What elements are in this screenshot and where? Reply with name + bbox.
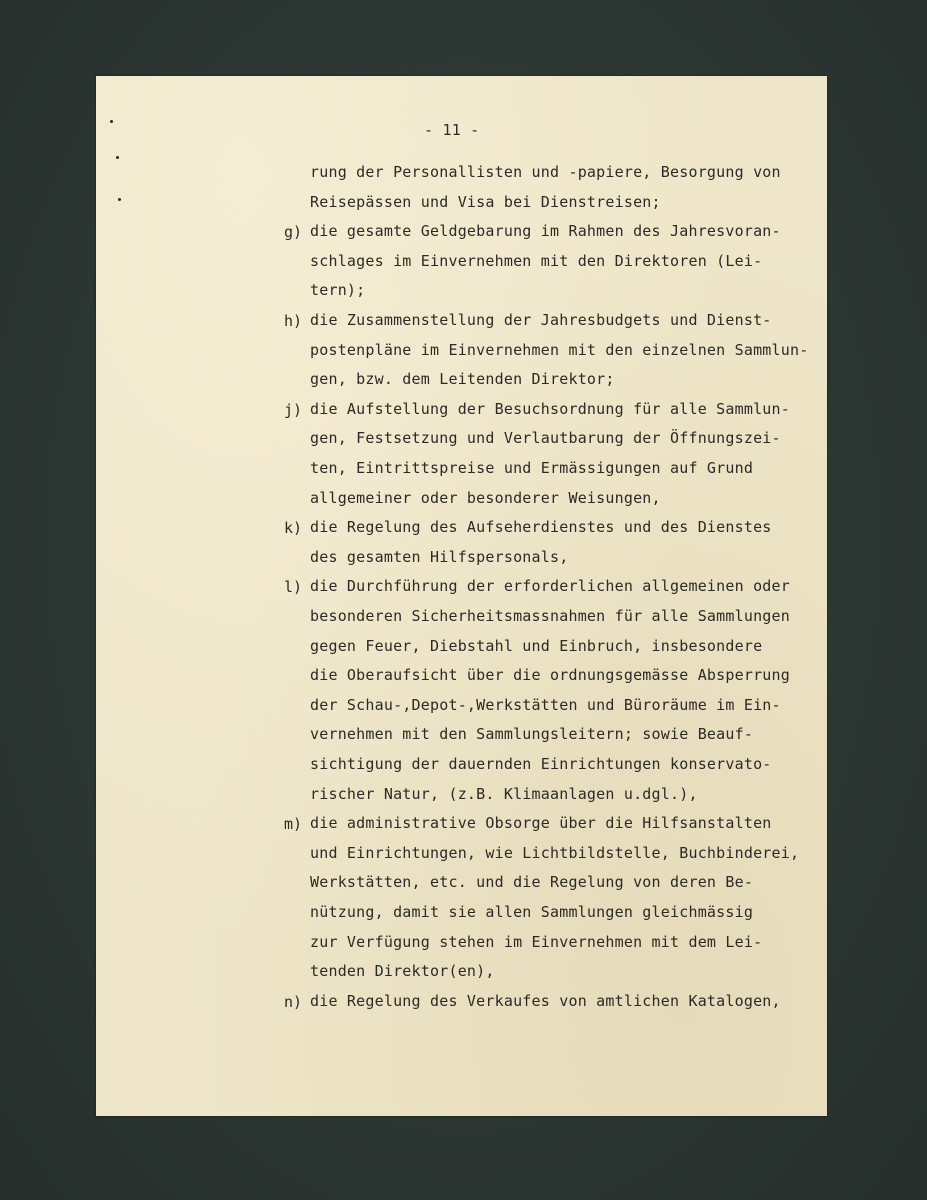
text-line: die Durchführung der erforderlichen allgemeinen oder: [310, 577, 790, 595]
text-line: gen, Festsetzung und Verlautbarung der Öffnungszei-: [310, 429, 781, 447]
text-line: des gesamten Hilfspersonals,: [310, 548, 569, 566]
text-line: allgemeiner oder besonderer Weisungen,: [310, 489, 661, 507]
item-label: g): [284, 223, 303, 241]
item-label: h): [284, 312, 303, 330]
text-line: die Aufstellung der Besuchsordnung für alle Sammlun-: [310, 400, 790, 418]
text-line: rung der Personallisten und -papiere, Besorgung von: [310, 163, 781, 181]
text-line: die Oberaufsicht über die ordnungsgemässe Absperrung: [310, 666, 790, 684]
text-line: die Regelung des Verkaufes von amtlichen Katalogen,: [310, 992, 781, 1010]
item-label: m): [284, 815, 303, 833]
text-line: die Zusammenstellung der Jahresbudgets und Dienst-: [310, 311, 772, 329]
text-line: die administrative Obsorge über die Hilfsanstalten: [310, 814, 772, 832]
item-label: k): [284, 519, 303, 537]
item-label: n): [284, 993, 303, 1011]
page-number: - 11 -: [424, 121, 480, 139]
text-line: besonderen Sicherheitsmassnahmen für alle Sammlungen: [310, 607, 790, 625]
margin-mark: [118, 198, 121, 201]
text-line: schlages im Einvernehmen mit den Direktoren (Lei-: [310, 252, 763, 270]
text-line: rischer Natur, (z.B. Klimaanlagen u.dgl.),: [310, 785, 698, 803]
text-line: nützung, damit sie allen Sammlungen gleichmässig: [310, 903, 754, 921]
text-line: vernehmen mit den Sammlungsleitern; sowie Beauf-: [310, 725, 754, 743]
text-line: ten, Eintrittspreise und Ermässigungen auf Grund: [310, 459, 754, 477]
margin-mark: [116, 156, 119, 159]
text-line: die gesamte Geldgebarung im Rahmen des Jahresvoran-: [310, 222, 781, 240]
text-line: Reisepässen und Visa bei Dienstreisen;: [310, 193, 661, 211]
text-line: tern);: [310, 281, 366, 299]
text-line: gegen Feuer, Diebstahl und Einbruch, insbesondere: [310, 637, 763, 655]
text-line: zur Verfügung stehen im Einvernehmen mit dem Lei-: [310, 933, 763, 951]
text-line: sichtigung der dauernden Einrichtungen konservato-: [310, 755, 772, 773]
text-line: postenpläne im Einvernehmen mit den einzelnen Sammlun-: [310, 341, 809, 359]
text-line: Werkstätten, etc. und die Regelung von deren Be-: [310, 873, 754, 891]
text-line: und Einrichtungen, wie Lichtbildstelle, Buchbinderei,: [310, 844, 800, 862]
item-label: j): [284, 401, 303, 419]
text-line: gen, bzw. dem Leitenden Direktor;: [310, 370, 615, 388]
item-label: l): [284, 578, 303, 596]
document-page: [96, 76, 827, 1116]
margin-mark: [110, 120, 113, 123]
text-line: tenden Direktor(en),: [310, 962, 495, 980]
text-line: die Regelung des Aufseherdienstes und des Dienstes: [310, 518, 772, 536]
text-line: der Schau-,Depot-,Werkstätten und Büroräume im Ein-: [310, 696, 781, 714]
